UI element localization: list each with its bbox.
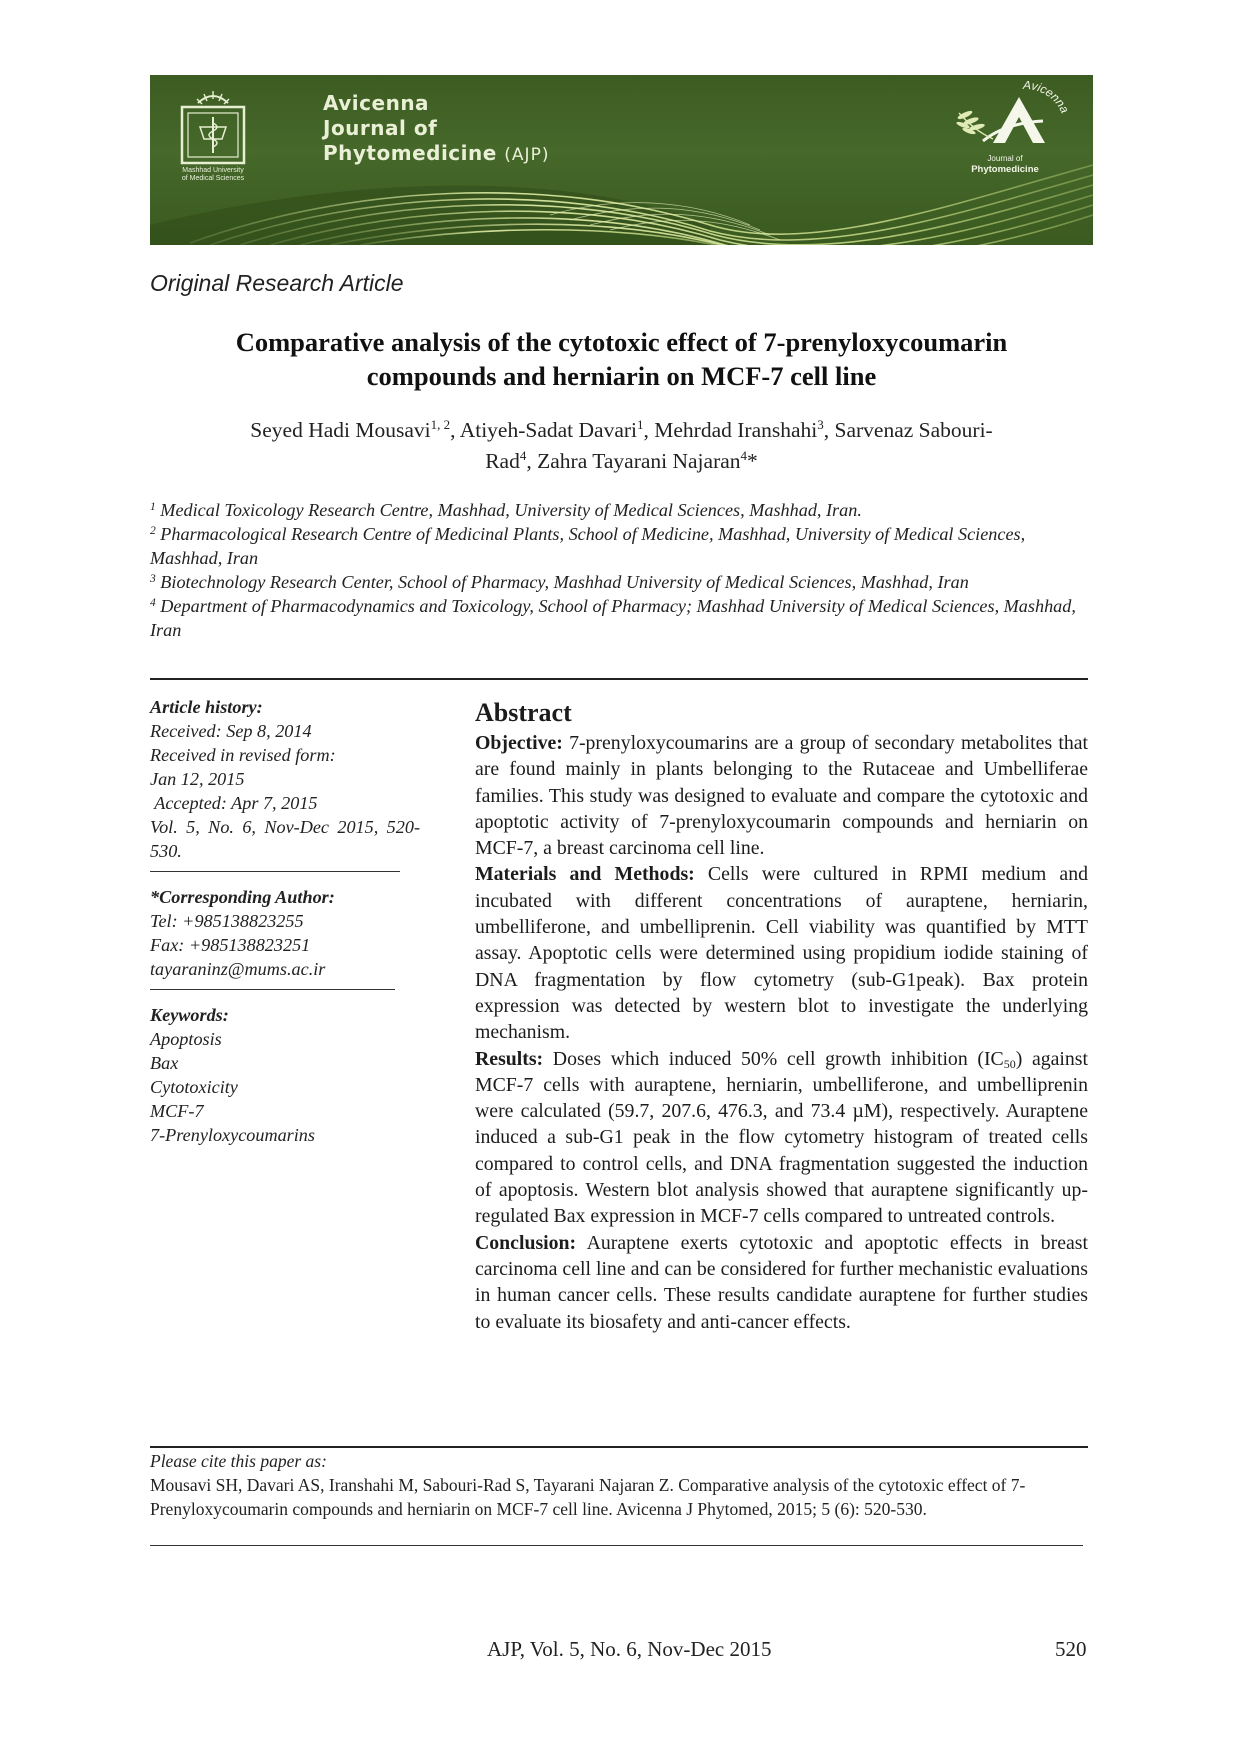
results-label: Results: (475, 1047, 544, 1070)
keyword-item: MCF-7 (150, 1101, 204, 1121)
citation-divider-top (150, 1446, 1088, 1448)
author-affiliation-sup: 1, 2 (430, 417, 451, 432)
methods-text: Cells were cultured in RPMI medium and incubated with different concentrations of auraptene, herniarin, umbelliferone, and umbelliprenin. Cell viability was quantified by MTT assay. Apoptotic cells were determined using propidium iodide staining of DNA fragmentation by flow cytometry (sub-G1peak). Bax protein expression was detected by western blot to investigate the underlying mechanism. (475, 863, 1088, 1044)
logo-caption-line1: Journal of (987, 154, 1023, 163)
article-history (150, 695, 420, 863)
journal-abbreviation: (AJP) (504, 145, 550, 165)
page-number: 520 (1055, 1637, 1087, 1661)
author-name: , Mehrdad Iranshahi (643, 418, 818, 442)
keyword-item: Cytotoxicity (150, 1077, 238, 1097)
keyword-item: Apoptosis (150, 1029, 222, 1049)
abstract-conclusion (475, 1230, 1088, 1335)
author-name: , Zahra Tayarani Najaran (526, 449, 741, 473)
logo-caption-line2: Phytomedicine (971, 164, 1039, 175)
conclusion-label: Conclusion: (475, 1231, 577, 1254)
author-name: Seyed Hadi Mousavi (250, 418, 431, 442)
title-line1: Comparative analysis of the cytotoxic effect of 7-prenyloxycoumarin (235, 327, 1008, 357)
affiliation-item (150, 594, 1093, 642)
accepted-date: Accepted: Apr 7, 2015 (150, 793, 318, 813)
objective-label: Objective: (475, 732, 563, 754)
article-title (150, 325, 1093, 393)
author-affiliation-sup: 4 (519, 448, 527, 463)
results-subscript: 50 (1003, 1056, 1016, 1071)
affiliation-number: 3 (150, 573, 156, 585)
abstract-heading: Abstract (475, 698, 572, 727)
affiliation-item (150, 498, 1093, 522)
author-affiliation-sup: 4 (740, 448, 748, 463)
corresponding-mark: * (747, 449, 758, 473)
affiliation-number: 1 (150, 501, 156, 513)
author-name: , Sarvenaz Sabouri- (823, 418, 993, 442)
university-caption-line2: of Medical Sciences (181, 175, 245, 182)
logo-arc-text: Avicenna (1022, 81, 1072, 116)
received-date: Received: Sep 8, 2014 (150, 721, 312, 741)
info-divider (150, 989, 395, 990)
author-name: , Atiyeh-Sadat Davari (450, 418, 638, 442)
journal-name-line1: Avicenna (323, 91, 430, 115)
keyword-item: 7-Prenyloxycoumarins (150, 1125, 315, 1145)
article-info-column (150, 695, 420, 1147)
article-history-heading: Article history: (150, 697, 263, 717)
affiliation-item (150, 522, 1093, 570)
revised-date: Jan 12, 2015 (150, 769, 245, 789)
conclusion-text: Auraptene exerts cytotoxic and apoptotic effects in breast carcinoma cell line and can be considered for further mechanistic evaluations in human cancer cells. These results candidate auraptene for further studies to evaluate its biosafety and anti-cancer effects. (475, 1231, 1088, 1333)
affiliations (150, 498, 1093, 642)
keywords-heading: Keywords: (150, 1005, 229, 1025)
citation-box (150, 1449, 1088, 1521)
results-text: Doses which induced 50% cell growth inhibition (IC (543, 1047, 1004, 1070)
corresponding-author (150, 885, 420, 981)
journal-name-line3 (323, 141, 653, 168)
journal-name-line2: Journal of (323, 116, 438, 140)
journal-banner (150, 75, 1093, 245)
keywords (150, 1003, 420, 1147)
footer-journal-info: AJP, Vol. 5, No. 6, Nov-Dec 2015 (487, 1637, 772, 1661)
corresponding-email[interactable]: tayaraninz@mums.ac.ir (150, 959, 326, 979)
objective-text: 7-prenyloxycoumarins are a group of secondary metabolites that are found mainly in plants belonging to the Rutaceae and Umbelliferae families. This study was designed to evaluate and compare the cytotoxic and apoptotic activity of 7-prenyloxycoumarin compounds and herniarin on MCF-7, a breast carcinoma cell line. (475, 732, 1088, 860)
ajp-logo (935, 81, 1075, 191)
abstract-results (475, 1046, 1088, 1230)
affiliation-text: Medical Toxicology Research Centre, Mashhad, University of Medical Sciences, Mashhad, Iran. (155, 500, 862, 520)
info-divider (150, 871, 400, 872)
corresponding-fax: Fax: +985138823251 (150, 935, 311, 955)
affiliation-number: 2 (150, 525, 156, 537)
author-affiliation-sup: 3 (817, 417, 824, 432)
abstract-methods (475, 861, 1088, 1045)
university-caption-line1: Mashhad University (182, 167, 244, 174)
abstract (475, 696, 1088, 1335)
author-name-cont: Rad (485, 449, 520, 473)
title-line2: compounds and herniarin on MCF-7 cell line (366, 361, 877, 391)
journal-name (323, 91, 653, 168)
affiliation-number: 4 (150, 597, 156, 609)
volume-info: Vol. 5, No. 6, Nov-Dec 2015, 520-530. (150, 817, 420, 861)
affiliation-text: Biotechnology Research Center, School of Pharmacy, Mashhad University of Medical Sciences, Mashhad, Iran (155, 572, 969, 592)
affiliation-text: Pharmacological Research Centre of Medicinal Plants, School of Medicine, Mashhad, University of Medical Sciences, Mashhad, Iran (150, 524, 1026, 568)
affiliation-item (150, 570, 1093, 594)
journal-name-word: Phytomedicine (323, 141, 497, 165)
results-text-cont: ) against MCF-7 cells with auraptene, herniarin, umbelliferone, and umbelliprenin were calculated (59.7, 207.6, 476.3, and 73.4 µM), respectively. Auraptene induced a sub-G1 peak in the flow cytometry histogram of treated cells compared to control cells, and DNA fragmentation suggested the induction of apoptosis. Western blot analysis showed that auraptene significantly up-regulated Bax expression in MCF-7 cells compared to untreated controls. (475, 1047, 1088, 1228)
corresponding-tel: Tel: +985138823255 (150, 911, 304, 931)
citation-divider-bottom (150, 1545, 1083, 1546)
corresponding-heading: *Corresponding Author: (150, 887, 335, 907)
methods-label: Materials and Methods: (475, 863, 695, 886)
revised-label: Received in revised form: (150, 745, 336, 765)
header-divider (150, 678, 1088, 680)
affiliation-text: Department of Pharmacodynamics and Toxicology, School of Pharmacy; Mashhad University of Medical Sciences, Mashhad, Iran (150, 596, 1076, 640)
author-list (150, 415, 1093, 477)
article-type: Original Research Article (150, 270, 404, 296)
author-affiliation-sup: 1 (637, 417, 644, 432)
citation-label: Please cite this paper as: (150, 1451, 327, 1471)
citation-text: Mousavi SH, Davari AS, Iranshahi M, Sabouri-Rad S, Tayarani Najaran Z. Comparative analysis of the cytotoxic effect of 7-Prenyloxycoumarin compounds and herniarin on MCF-7 cell line. Avicenna J Phytomed, 2015; 5 (6): 520-530. (150, 1475, 1026, 1519)
keyword-item: Bax (150, 1053, 179, 1073)
abstract-objective (475, 730, 1088, 861)
